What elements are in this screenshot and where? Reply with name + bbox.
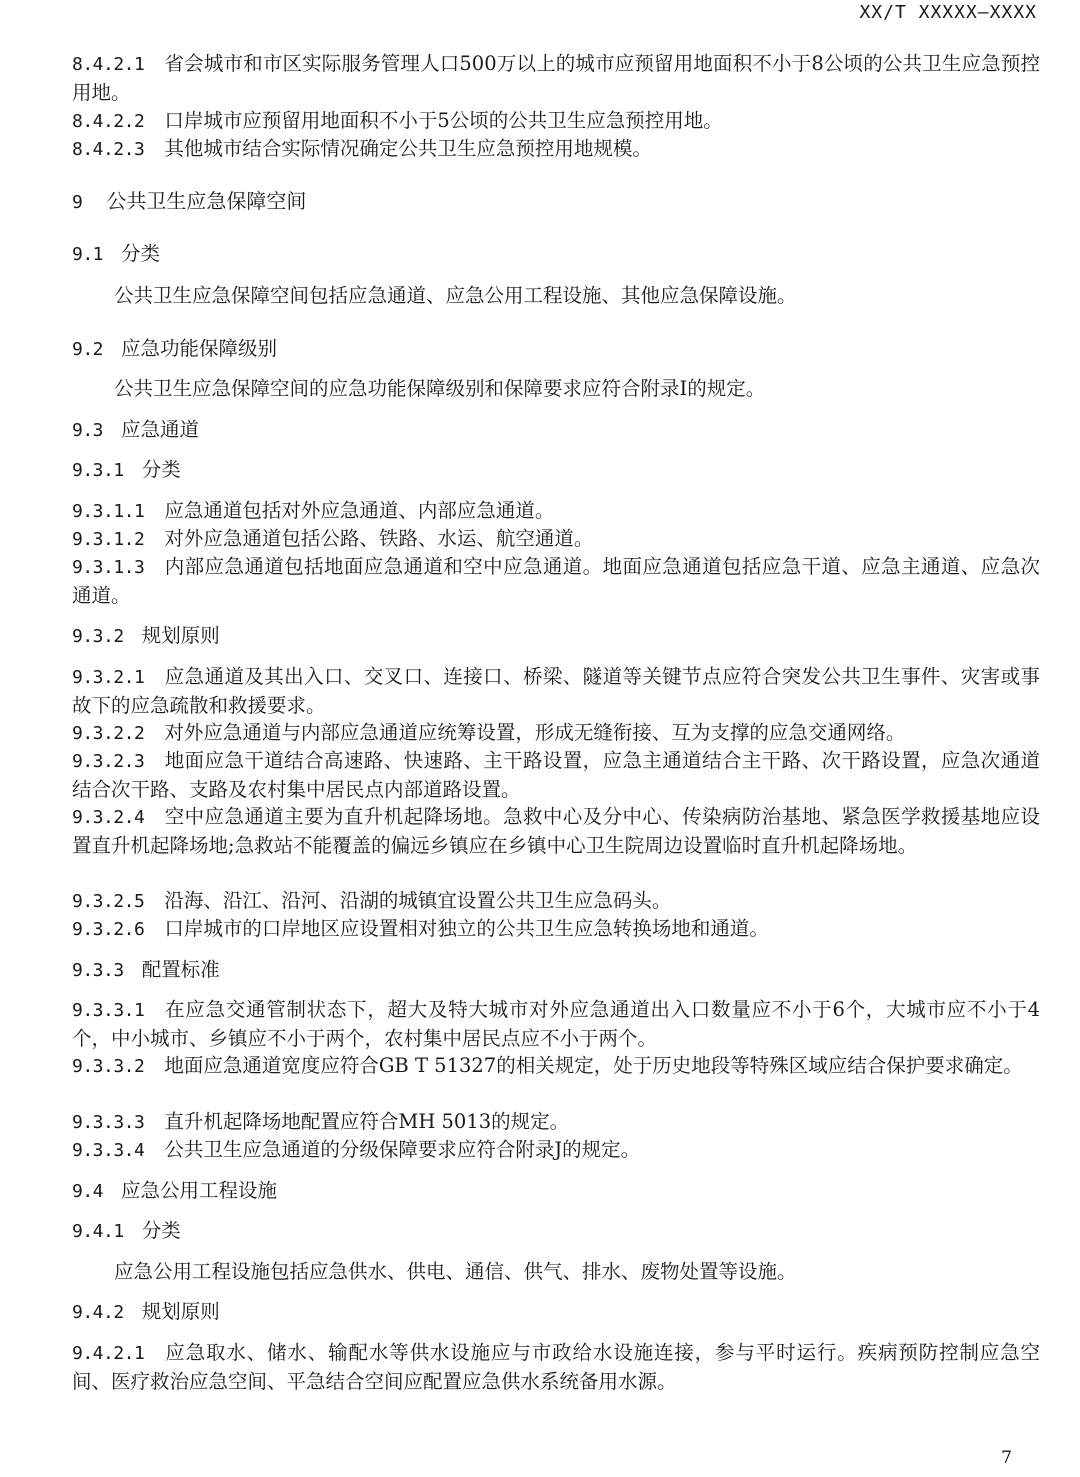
clause-9-4-2-1 bbox=[72, 1339, 1040, 1396]
section-heading-9-4-2 bbox=[72, 1298, 220, 1327]
section-heading-9-2 bbox=[72, 335, 277, 364]
clause-text: 省会城市和市区实际服务管理人口500万以上的城市应预留用地面积不小于8公顷的公共卫生应急预控用地。 bbox=[72, 52, 1040, 104]
clause-text: 地面应急干道结合高速路、快速路、主干路设置，应急主通道结合主干路、次干路设置，应急次通道结合次干路、支路及农村集中居民点内部道路设置。 bbox=[72, 749, 1040, 801]
clause-text: 地面应急通道宽度应符合GB T 51327的相关规定，处于历史地段等特殊区域应结合保护要求确定。 bbox=[164, 1054, 1023, 1077]
section-title: 应急功能保障级别 bbox=[121, 337, 278, 360]
section-heading-9 bbox=[72, 187, 306, 217]
section-title: 公共卫生应急保障空间 bbox=[106, 189, 307, 213]
clause-text: 应急通道及其出入口、交叉口、连接口、桥梁、隧道等关键节点应符合突发公共卫生事件、灾害或事故下的应急疏散和救援要求。 bbox=[72, 665, 1040, 717]
section-title: 分类 bbox=[141, 458, 181, 481]
clause-9-3-1-1 bbox=[72, 497, 1040, 526]
clause-text: 对外应急通道包括公路、铁路、水运、航空通道。 bbox=[164, 527, 594, 550]
clause-text: 在应急交通管制状态下，超大及特大城市对外应急通道出入口数量应不小于6个，大城市应不小于4个，中小城市、乡镇应不小于两个，农村集中居民点应不小于两个。 bbox=[72, 998, 1040, 1050]
clause-text: 公共卫生应急通道的分级保障要求应符合附录J的规定。 bbox=[164, 1138, 641, 1161]
clause-number: 9.3.2.3 bbox=[72, 751, 145, 772]
clause-8-4-2-2 bbox=[72, 107, 1040, 136]
section-number: 9.4.1 bbox=[72, 1221, 124, 1242]
clause-number: 9.3.3.4 bbox=[72, 1140, 145, 1161]
section-number: 9.2 bbox=[72, 339, 104, 360]
paragraph-9-2: 公共卫生应急保障空间的应急功能保障级别和保障要求应符合附录I的规定。 bbox=[114, 377, 766, 400]
clause-8-4-2-1 bbox=[72, 50, 1040, 107]
clause-text: 应急取水、储水、输配水等供水设施应与市政给水设施连接，参与平时运行。疾病预防控制应急空间、医疗救治应急空间、平急结合空间应配置应急供水系统备用水源。 bbox=[72, 1341, 1040, 1393]
section-number: 9.4.2 bbox=[72, 1302, 124, 1323]
clause-9-3-2-6 bbox=[72, 915, 1040, 944]
clause-text: 口岸城市的口岸地区应设置相对独立的公共卫生应急转换场地和通道。 bbox=[164, 917, 769, 940]
section-heading-9-3 bbox=[72, 416, 199, 445]
clause-9-3-1-3 bbox=[72, 553, 1040, 610]
clause-number: 9.3.2.5 bbox=[72, 891, 145, 912]
clause-number: 9.4.2.1 bbox=[72, 1343, 145, 1364]
clause-9-3-1-2 bbox=[72, 525, 1040, 554]
clause-9-3-2-2 bbox=[72, 719, 1040, 748]
clause-number: 9.3.1.3 bbox=[72, 557, 145, 578]
section-number: 9.3 bbox=[72, 420, 104, 441]
section-title: 应急公用工程设施 bbox=[121, 1179, 278, 1202]
clause-text: 内部应急通道包括地面应急通道和空中应急通道。地面应急通道包括应急干道、应急主通道、应急次通道。 bbox=[72, 555, 1040, 607]
section-heading-9-4 bbox=[72, 1177, 277, 1206]
clause-text: 沿海、沿江、沿河、沿湖的城镇宜设置公共卫生应急码头。 bbox=[164, 889, 672, 912]
section-title: 应急通道 bbox=[121, 418, 200, 441]
clause-number: 8.4.2.1 bbox=[72, 54, 145, 75]
clause-text: 空中应急通道主要为直升机起降场地。急救中心及分中心、传染病防治基地、紧急医学救援基地应设置直升机起降场地;急救站不能覆盖的偏远乡镇应在乡镇中心卫生院周边设置临时直升机起降场地。 bbox=[72, 805, 1040, 857]
clause-number: 9.3.1.2 bbox=[72, 529, 145, 550]
paragraph-9-1: 公共卫生应急保障空间包括应急通道、应急公用工程设施、其他应急保障设施。 bbox=[114, 284, 797, 307]
clause-number: 9.3.3.1 bbox=[72, 1000, 145, 1021]
section-title: 分类 bbox=[141, 1219, 181, 1242]
clause-number: 9.3.2.6 bbox=[72, 919, 145, 940]
section-number: 9 bbox=[72, 192, 83, 213]
section-heading-9-3-2 bbox=[72, 622, 220, 651]
clause-9-3-2-3 bbox=[72, 747, 1040, 804]
section-heading-9-4-1 bbox=[72, 1217, 181, 1246]
section-number: 9.3.1 bbox=[72, 460, 124, 481]
clause-number: 8.4.2.2 bbox=[72, 111, 145, 132]
section-heading-9-3-3 bbox=[72, 956, 220, 985]
clause-number: 9.3.3.2 bbox=[72, 1056, 145, 1077]
clause-9-3-3-2 bbox=[72, 1052, 1040, 1081]
clause-number: 9.3.2.1 bbox=[72, 667, 145, 688]
paragraph-9-4-1: 应急公用工程设施包括应急供水、供电、通信、供气、排水、废物处置等设施。 bbox=[114, 1260, 797, 1283]
clause-text: 对外应急通道与内部应急通道应统筹设置，形成无缝衔接、互为支撑的应急交通网络。 bbox=[164, 721, 906, 744]
clause-9-3-2-1 bbox=[72, 663, 1040, 720]
section-title: 规划原则 bbox=[141, 624, 220, 647]
clause-number: 9.3.2.4 bbox=[72, 807, 145, 828]
section-number: 9.3.3 bbox=[72, 960, 124, 981]
clause-9-3-3-3 bbox=[72, 1108, 1040, 1137]
clause-9-3-3-1 bbox=[72, 996, 1040, 1053]
standard-code: XX/T XXXXX—XXXX bbox=[859, 2, 1037, 23]
page-number: 7 bbox=[1001, 1448, 1012, 1468]
section-title: 分类 bbox=[121, 242, 161, 265]
clause-text: 其他城市结合实际情况确定公共卫生应急预控用地规模。 bbox=[164, 137, 652, 160]
section-title: 配置标准 bbox=[141, 958, 220, 981]
clause-9-3-3-4 bbox=[72, 1136, 1040, 1165]
clause-number: 9.3.1.1 bbox=[72, 501, 145, 522]
clause-number: 9.3.2.2 bbox=[72, 723, 145, 744]
clause-number: 9.3.3.3 bbox=[72, 1112, 145, 1133]
section-number: 9.3.2 bbox=[72, 626, 124, 647]
clause-text: 口岸城市应预留用地面积不小于5公顷的公共卫生应急预控用地。 bbox=[164, 109, 723, 132]
section-heading-9-1 bbox=[72, 240, 160, 269]
section-title: 规划原则 bbox=[141, 1300, 220, 1323]
clause-number: 8.4.2.3 bbox=[72, 139, 145, 160]
clause-8-4-2-3 bbox=[72, 135, 1040, 164]
section-heading-9-3-1 bbox=[72, 456, 181, 485]
clause-9-3-2-4 bbox=[72, 803, 1040, 860]
section-number: 9.1 bbox=[72, 244, 104, 265]
clause-text: 应急通道包括对外应急通道、内部应急通道。 bbox=[164, 499, 555, 522]
clause-9-3-2-5 bbox=[72, 887, 1040, 916]
clause-text: 直升机起降场地配置应符合MH 5013的规定。 bbox=[164, 1110, 570, 1133]
section-number: 9.4 bbox=[72, 1181, 104, 1202]
